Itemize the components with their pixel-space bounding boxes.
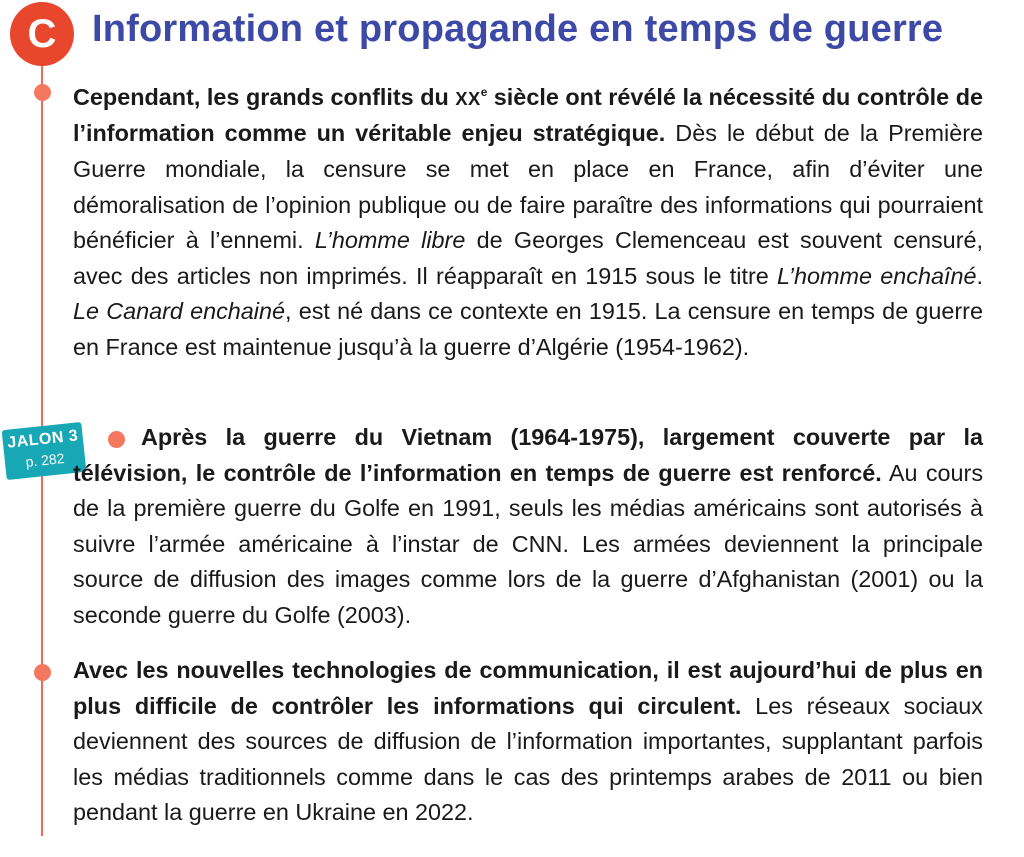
section-title: Information et propagande en temps de guerre (92, 8, 944, 50)
paragraph-3-text: Les réseaux sociaux deviennent des sources de diffusion de l’information importantes, supplantant parfois les médias traditionnels comme dans le cas des printemps arabes de 2011 ou bien pendant la guerre en Ukraine en 2022. (73, 692, 983, 826)
bullet-dot-3 (34, 664, 51, 681)
paragraph-3-bold: Avec les nouvelles technologies de communication, il est aujourd’hui de plus en plus difficile de contrôler les informations qui circulent. (73, 657, 983, 719)
title-canard-enchaine: Le Canard enchainé (73, 298, 286, 325)
paragraph-2 (73, 420, 983, 634)
jalon-page: p. 282 (24, 449, 66, 470)
paragraph-1-text-3: . (976, 262, 983, 289)
paragraph-1-text-1: Dès le début de la Première Guerre mondiale, la censure se met en place en France, afin d’éviter une démoralisation de l’opinion publique ou de faire paraître des informations qui pourraient bénéficier à l’ennemi. (73, 120, 983, 254)
paragraph-3 (73, 653, 983, 831)
century-numeral: XX (455, 87, 481, 109)
paragraph-1-bold-before: Cependant, les grands conflits du (73, 83, 456, 110)
paragraph-1-text-2: de Georges Clemenceau est souvent censuré, avec des articles non imprimés. Il réapparaît en 1915 sous le titre (73, 227, 983, 289)
century-sup: e (480, 86, 488, 99)
bullet-dot-1 (34, 84, 51, 101)
paragraph-1-bold-after: siècle ont révélé la nécessité du contrôle de l’information comme un véritable enjeu stratégique. (73, 83, 983, 147)
paragraph-1-text-4: , est né dans ce contexte en 1915. La censure en temps de guerre en France est maintenue jusqu’à la guerre d’Algérie (1954-1962). (73, 298, 983, 360)
paragraph-2-bold: Après la guerre du Vietnam (1964-1975), largement couverte par la télévision, le contrôle de l’information en temps de guerre est renforcé. (73, 424, 983, 486)
section-badge: C (10, 2, 74, 66)
jalon-label: JALON 3 (6, 427, 80, 452)
title-homme-libre: L’homme libre (314, 227, 466, 254)
title-homme-enchaine: L’homme enchaîné (777, 262, 977, 289)
paragraph-2-text: Au cours de la première guerre du Golfe en 1991, seuls les médias américains sont autorisés à suivre l’armée américaine à l’instar de CNN. Les armées deviennent la principale source de diffusion des images comme lors de la guerre d’Afghanistan (2001) ou la seconde guerre du Golfe (2003). (73, 459, 984, 628)
paragraph-1 (73, 73, 983, 366)
